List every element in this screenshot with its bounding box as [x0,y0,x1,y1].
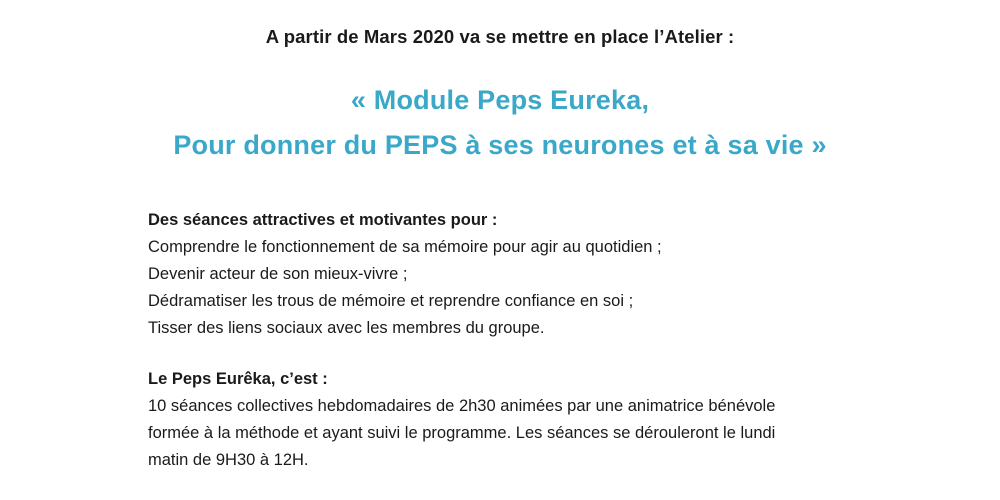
title-block [0,82,1000,163]
title-line-2: Pour donner du PEPS à ses neurones et à sa vie » [173,130,827,160]
section1-line-1: Comprendre le fonctionnement de sa mémoire pour agir au quotidien ; [148,238,662,256]
section2-line-1: 10 séances collectives hebdomadaires de 2h30 animées par une animatrice bénévole [148,397,776,415]
section1-line-2: Devenir acteur de son mieux-vivre ; [148,265,408,283]
section-peps-eureka-definition [148,367,860,474]
body-content [148,208,860,474]
section-attractive-sessions [148,208,860,342]
title-line-1: « Module Peps Eureka, [350,85,650,115]
intro-line: A partir de Mars 2020 va se mettre en place l’Atelier : [265,26,735,47]
section2-heading: Le Peps Eurêka, c’est : [148,370,328,388]
section2-line-2: formée à la méthode et ayant suivi le programme. Les séances se dérouleront le lundi [148,424,776,442]
section1-line-3: Dédramatiser les trous de mémoire et reprendre confiance en soi ; [148,292,634,310]
section1-heading: Des séances attractives et motivantes pour : [148,211,498,229]
section1-line-4: Tisser des liens sociaux avec les membres du groupe. [148,319,545,337]
section2-line-3: matin de 9H30 à 12H. [148,451,309,469]
